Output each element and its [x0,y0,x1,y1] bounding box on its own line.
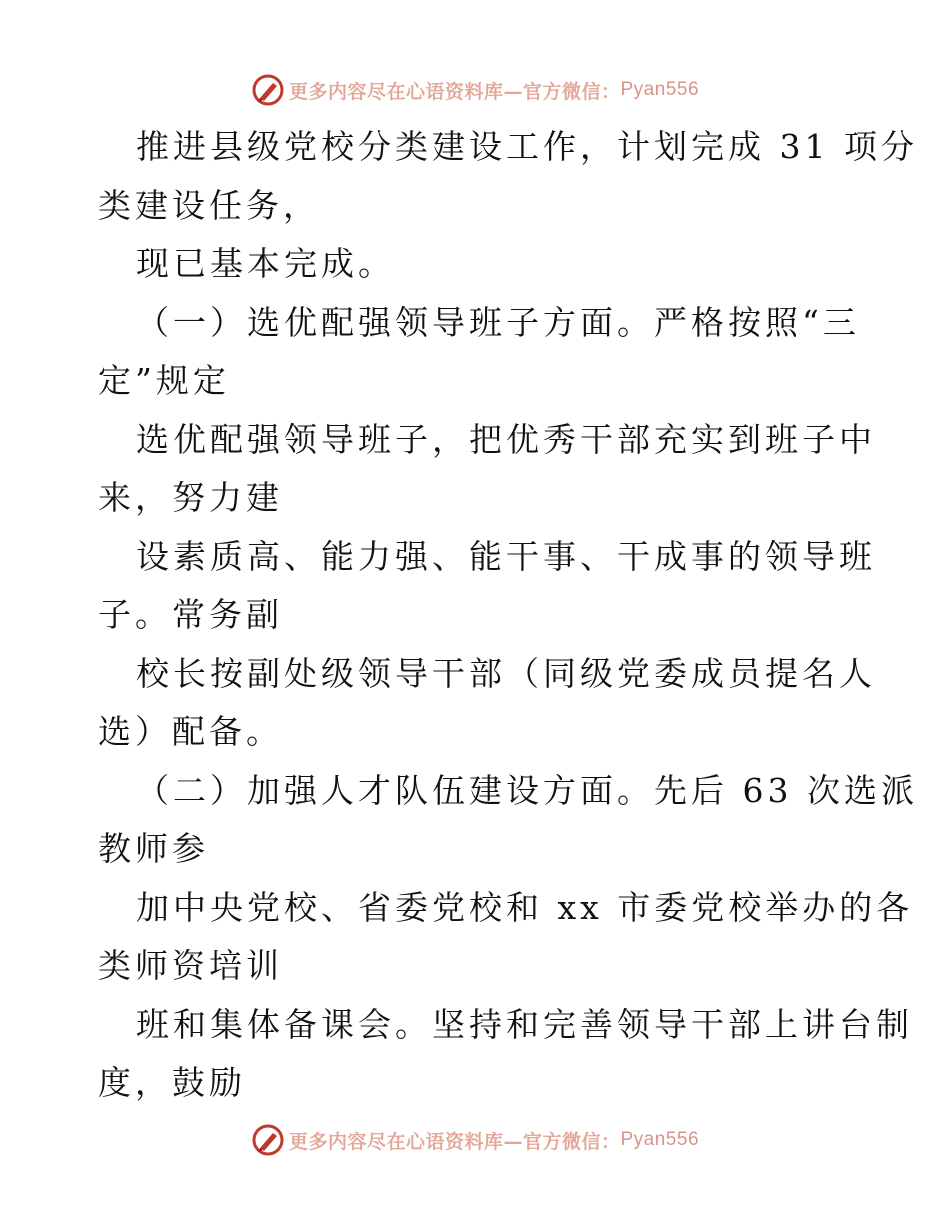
pen-logo-icon [251,73,285,107]
watermark-id: Pyan556 [620,1129,700,1150]
text-line: 选优配强领导班子，把优秀干部充实到班子中 [136,419,876,459]
text-line: 定”规定 [98,361,230,400]
text-line: 推进县级党校分类建设工作，计划完成 31 项分 [136,127,918,166]
text-line: 类建设任务， [98,185,320,225]
text-line: 加中央党校、省委党校和 xx 市委党校举办的各 [136,887,914,927]
text-line: 现已基本完成。 [136,244,395,283]
text-line: 选）配备。 [98,712,283,751]
text-line: 班和集体备课会。坚持和完善领导干部上讲台制 [136,1004,913,1044]
text-line: 度，鼓励 [98,1063,246,1102]
text-line: （一）选优配强领导班子方面。严格按照“三 [136,302,860,342]
watermark-text: 更多内容尽在心语资料库—官方微信： [288,1130,621,1153]
watermark-text: 更多内容尽在心语资料库—官方微信： [288,80,621,103]
watermark-id: Pyan556 [620,79,700,100]
text-line: 教师参 [98,829,209,868]
document-body [98,118,918,1113]
text-line: 校长按副处级领导干部（同级党委成员提名人 [136,653,876,693]
text-line: 设素质高、能力强、能干事、干成事的领导班 [136,536,876,576]
text-line: 来，努力建 [98,478,283,517]
footer-watermark [0,1120,950,1160]
text-line: 类师资培训 [98,946,283,985]
header-watermark [0,70,950,110]
pen-logo-icon [251,1123,285,1157]
text-line: （二）加强人才队伍建设方面。先后 63 次选派 [136,770,918,810]
text-line: 子。常务副 [98,595,283,634]
